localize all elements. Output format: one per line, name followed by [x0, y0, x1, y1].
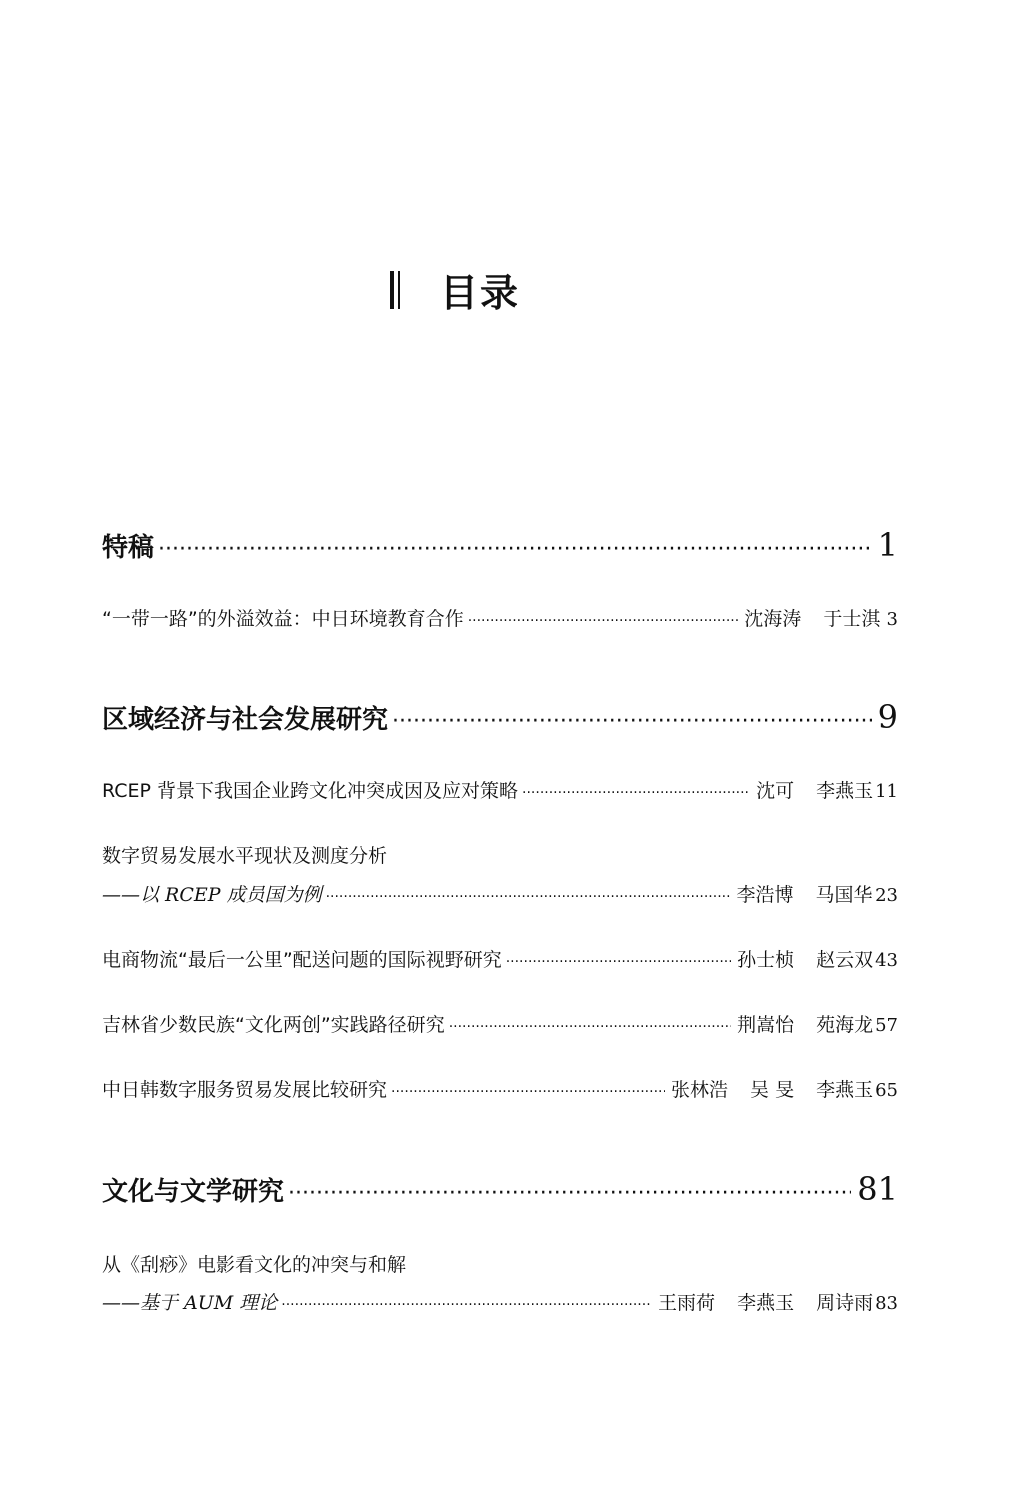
- author-name: 李燕玉: [816, 780, 874, 802]
- dot-leader: [522, 785, 750, 801]
- dot-leader: [449, 1019, 731, 1035]
- toc-section: [102, 1170, 898, 1208]
- toc-section: [102, 526, 898, 564]
- entry-authors: [756, 776, 873, 803]
- author-name: 马国华: [815, 884, 873, 906]
- dot-leader: [288, 1181, 851, 1206]
- author-name: 孙士桢: [737, 949, 795, 971]
- entry-title: RCEP 背景下我国企业跨文化冲突成因及应对策略: [102, 780, 519, 802]
- entry-authors: [737, 880, 873, 907]
- author-name: 王雨荷: [658, 1292, 716, 1314]
- section-page-number: 81: [857, 1170, 898, 1208]
- entry-title: 中日韩数字服务贸易发展比较研究: [102, 1079, 388, 1101]
- dot-leader: [326, 889, 731, 905]
- author-name: 李燕玉: [816, 1079, 874, 1101]
- entry-title: 吉林省少数民族“文化两创”实践路径研究: [102, 1014, 445, 1036]
- dot-leader: [506, 954, 731, 970]
- section-title: 文化与文学研究: [102, 1177, 285, 1207]
- entry-page-number: 11: [875, 781, 898, 802]
- entry-page-number: 83: [875, 1293, 898, 1314]
- toc-section: [102, 698, 898, 736]
- entry-authors: [658, 1288, 873, 1315]
- author-name: 沈可: [756, 780, 795, 802]
- dot-leader: [158, 537, 872, 562]
- author-name: 赵云双: [816, 949, 874, 971]
- author-name: 沈海涛: [744, 608, 802, 630]
- entry-subtitle: ——基于 AUM 理论: [102, 1292, 278, 1314]
- entry-page-number: 43: [875, 950, 898, 971]
- toc-entry: [102, 1288, 898, 1315]
- author-name: 于士淇: [823, 608, 881, 630]
- toc-entry: [102, 880, 898, 907]
- dot-leader: [468, 613, 739, 629]
- entry-page-number: 57: [875, 1015, 898, 1036]
- entry-title: 电商物流“最后一公里”配送问题的国际视野研究: [102, 949, 502, 971]
- author-name: 张林浩: [671, 1079, 729, 1101]
- author-name: 吴 旻: [750, 1079, 795, 1101]
- toc-entry: [102, 604, 898, 631]
- entry-title: “一带一路”的外溢效益：中日环境教育合作: [102, 608, 464, 630]
- entry-authors: [744, 604, 880, 631]
- section-page-number: 1: [877, 526, 898, 564]
- section-title: 特稿: [102, 533, 155, 563]
- section-page-number: 9: [877, 698, 898, 736]
- toc-entry: [102, 776, 898, 803]
- entry-page-number: 3: [886, 609, 898, 630]
- author-name: 周诗雨: [816, 1292, 874, 1314]
- toc-entry: [102, 945, 898, 972]
- dot-leader: [392, 709, 872, 734]
- entry-page-number: 23: [875, 885, 898, 906]
- entry-authors: [737, 1010, 873, 1037]
- entry-title: 数字贸易发展水平现状及测度分析: [102, 845, 388, 867]
- entry-authors: [671, 1075, 873, 1102]
- entry-title: 从《刮痧》电影看文化的冲突与和解: [102, 1254, 407, 1276]
- author-name: 李浩博: [736, 884, 794, 906]
- dot-leader: [281, 1297, 652, 1313]
- dot-leader: [391, 1084, 665, 1100]
- section-title: 区域经济与社会发展研究: [102, 705, 389, 735]
- page-title: 目录: [440, 271, 521, 315]
- author-name: 李燕玉: [737, 1292, 795, 1314]
- toc-entry: [102, 1075, 898, 1102]
- entry-page-number: 65: [875, 1080, 898, 1101]
- author-name: 荆嵩怡: [737, 1014, 795, 1036]
- toc-heading: [390, 262, 520, 317]
- heading-bar-ornament: [390, 271, 400, 309]
- toc-entry: [102, 1010, 898, 1037]
- author-name: 苑海龙: [816, 1014, 874, 1036]
- entry-authors: [737, 945, 873, 972]
- entry-subtitle: ——以 RCEP 成员国为例: [102, 884, 322, 906]
